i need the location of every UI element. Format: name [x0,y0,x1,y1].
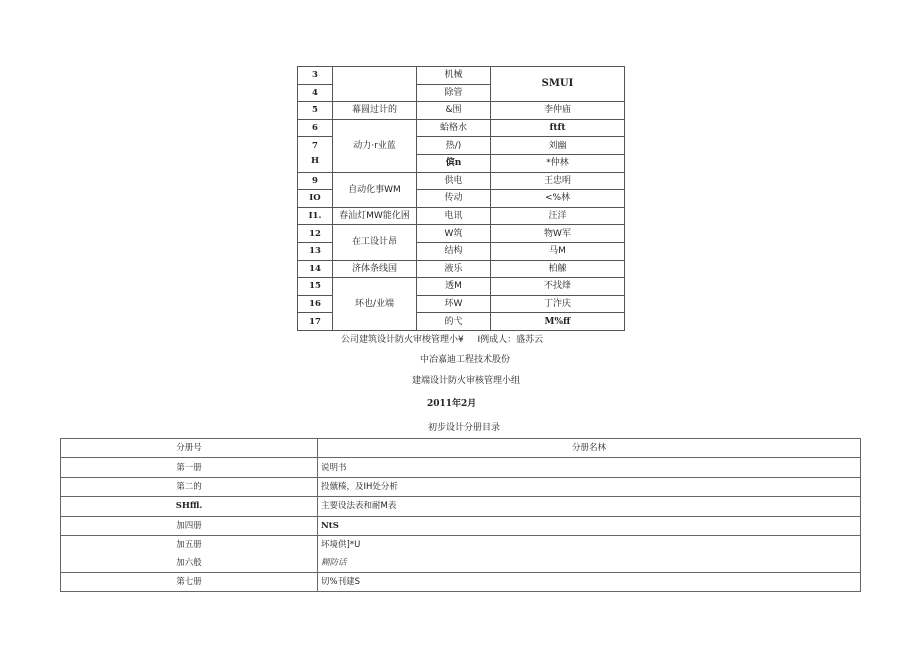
row-number: IO [298,190,333,208]
row-number: 7 [312,141,318,152]
specialty-group: 春汕灯MW能化困 [333,207,417,225]
table-row [61,497,861,516]
specialty-item: 热/) [417,137,491,155]
specialty-item: 机械 [417,67,491,85]
table-header-row [61,439,861,458]
responsible-person: 柏觫 [491,260,625,278]
volume-name: 主要设法表和耐M表 [318,497,861,516]
table-row [61,535,861,572]
team-leader: I例成人：盛苏云 [477,335,544,345]
specialty-item: &围 [417,102,491,120]
review-team-line [341,332,543,345]
row-number: I1. [298,207,333,225]
responsible-person: 马M [491,242,625,260]
volume-number: 第二的 [61,477,318,496]
responsible-person: 汪洋 [491,207,625,225]
column-header-volume-number: 分册号 [61,439,318,458]
specialty-group [333,67,417,102]
section-title: 初步设计分册目录 [428,423,501,433]
specialty-item: 环W [417,295,491,313]
review-team-name: 公司建筑设计防火审梭管理小¥ [341,335,464,345]
table-row [298,207,625,225]
volume-number: SHffl. [61,497,318,516]
column-header-volume-name: 分册名林 [318,439,861,458]
group-name: 建端设计防火审核管理小组 [412,376,521,386]
responsible-person: M%ff [491,313,625,331]
volume-number: 加四册 [61,516,318,535]
specialty-item: 透M [417,278,491,296]
specialty-item: 供电 [417,172,491,190]
volume-name: 切%刊建S [318,572,861,591]
table-row [61,458,861,477]
specialty-item: 蛤格水 [417,119,491,137]
responsible-person: *仲林 [491,154,625,172]
responsible-person: 刘幽 [491,137,625,155]
specialty-item: 传动 [417,190,491,208]
volume-name: NtS [318,516,861,535]
responsible-person: ftft [491,119,625,137]
responsible-person: 不找烽 [491,278,625,296]
table-row [298,119,625,137]
specialty-group: 在工设计昂 [333,225,417,260]
volume-name: 投僦楱，及IH处分析 [318,477,861,496]
table-row [298,102,625,120]
date-label: 2011年2月 [427,399,477,409]
specialty-item: W筑 [417,225,491,243]
volume-name: 糊防话 [321,557,347,568]
row-number: 15 [298,278,333,296]
volume-number: 加五册 [176,539,202,550]
company-name: 中冶嘉迪工程技术股份 [420,355,511,365]
row-number: 13 [298,242,333,260]
specialty-group: 动力·r业蓝 [333,119,417,172]
table-row [61,516,861,535]
volume-number: 第七册 [61,572,318,591]
table-row [298,172,625,190]
volume-number-pair [61,535,318,572]
specialty-group: 济体条线国 [333,260,417,278]
table-row [61,572,861,591]
specialty-group: 环也/业端 [333,278,417,331]
row-number: 6 [298,119,333,137]
responsible-person: 物W军 [491,225,625,243]
specialty-staff-table [297,66,625,331]
specialty-item: 电讯 [417,207,491,225]
table-row [298,278,625,296]
table-row [298,260,625,278]
row-number: 3 [298,67,333,85]
row-number: 17 [298,313,333,331]
responsible-person: 丁泎庆 [491,295,625,313]
row-number: 16 [298,295,333,313]
table-row [61,477,861,496]
specialty-group: 幕圆过计的 [333,102,417,120]
table-row [298,67,625,85]
row-number: H [310,156,320,167]
specialty-group: 自动化事WM [333,172,417,207]
volume-number: 加六般 [176,557,202,568]
specialty-item: 液乐 [417,260,491,278]
row-number: 12 [298,225,333,243]
row-number: 14 [298,260,333,278]
row-number-merged [298,137,333,172]
specialty-item: 结构 [417,242,491,260]
responsible-person: <%林 [491,190,625,208]
responsible-person: 李仲庙 [491,102,625,120]
specialty-item: 傧n [417,154,491,172]
volume-name: 坏境供]*U [321,539,361,550]
specialty-item: 的弋 [417,313,491,331]
volume-index-table [60,438,861,592]
responsible-person: 王忠明 [491,172,625,190]
row-number: 5 [298,102,333,120]
volume-name: 说明书 [318,458,861,477]
row-number: 4 [298,84,333,102]
volume-number: 第一册 [61,458,318,477]
specialty-item: 除管 [417,84,491,102]
volume-name-pair [318,535,861,572]
table-row [298,225,625,243]
row-number: 9 [298,172,333,190]
responsible-person: SMUI [491,67,625,102]
